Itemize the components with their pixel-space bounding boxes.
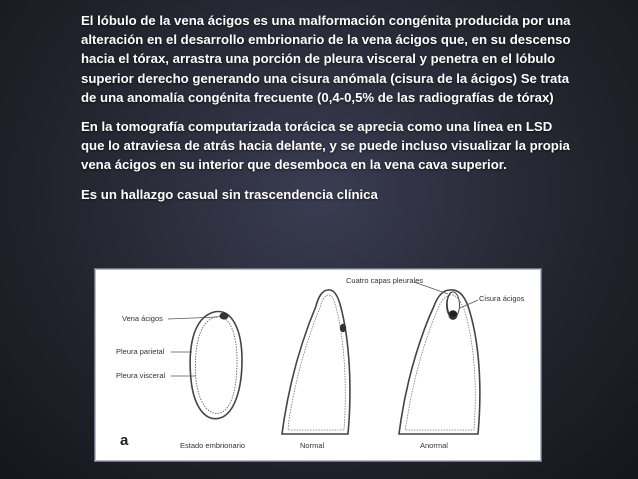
label-pleura-parietal: Pleura parietal [116, 347, 165, 356]
embryonic-diagram [190, 312, 242, 419]
leader-vena-acigos [168, 317, 218, 319]
azygos-lobe-figure [95, 269, 541, 461]
figure-drawing [96, 270, 540, 460]
caption-embryonic: Estado embrionario [180, 441, 246, 450]
abnormal-lung-outline [399, 290, 480, 434]
caption-abnormal: Anormal [420, 441, 448, 450]
slide-text-block [81, 11, 571, 214]
label-cisura-acigos: Cisura ácigos [479, 294, 525, 303]
normal-lung-outline [282, 290, 350, 434]
embryonic-azygos-vein [220, 312, 229, 319]
label-pleura-visceral: Pleura visceral [116, 371, 166, 380]
abnormal-lung-diagram [399, 290, 480, 434]
caption-normal: Normal [300, 441, 325, 450]
abnormal-lung-inner [405, 295, 475, 430]
paragraph-intro: El lóbulo de la vena ácigos es una malformación congénita producida por una alteración en el desarrollo embrionario de la vena ácigos que, en su descenso hacia el tórax, arrastra una porción de pleura visceral y penetra en el lóbulo superior derecho generando una cisura anómala (cisura de la ácigos) Se trata de una anomalía congénita frecuente (0,4-0,5% de las radiografías de tórax) [81, 13, 571, 105]
paragraph-ct: En la tomografía computarizada torácica se aprecia como una línea en LSD que lo atraviesa de atrás hacia delante, y se puede incluso visualizar la propia vena ácigos en su interior que desemboca en la vena cava superior. [81, 119, 570, 173]
normal-azygos-vein [340, 324, 346, 332]
figure-letter: a [120, 432, 129, 449]
label-cuatro-capas: Cuatro capas pleurales [346, 276, 424, 285]
label-vena-acigos: Vena ácigos [122, 314, 163, 323]
embryonic-outer-pleura [190, 312, 242, 419]
paragraph-conclusion: Es un hallazgo casual sin trascendencia clínica [81, 186, 378, 202]
embryonic-inner-pleura [195, 316, 237, 413]
normal-lung-diagram [282, 290, 350, 434]
